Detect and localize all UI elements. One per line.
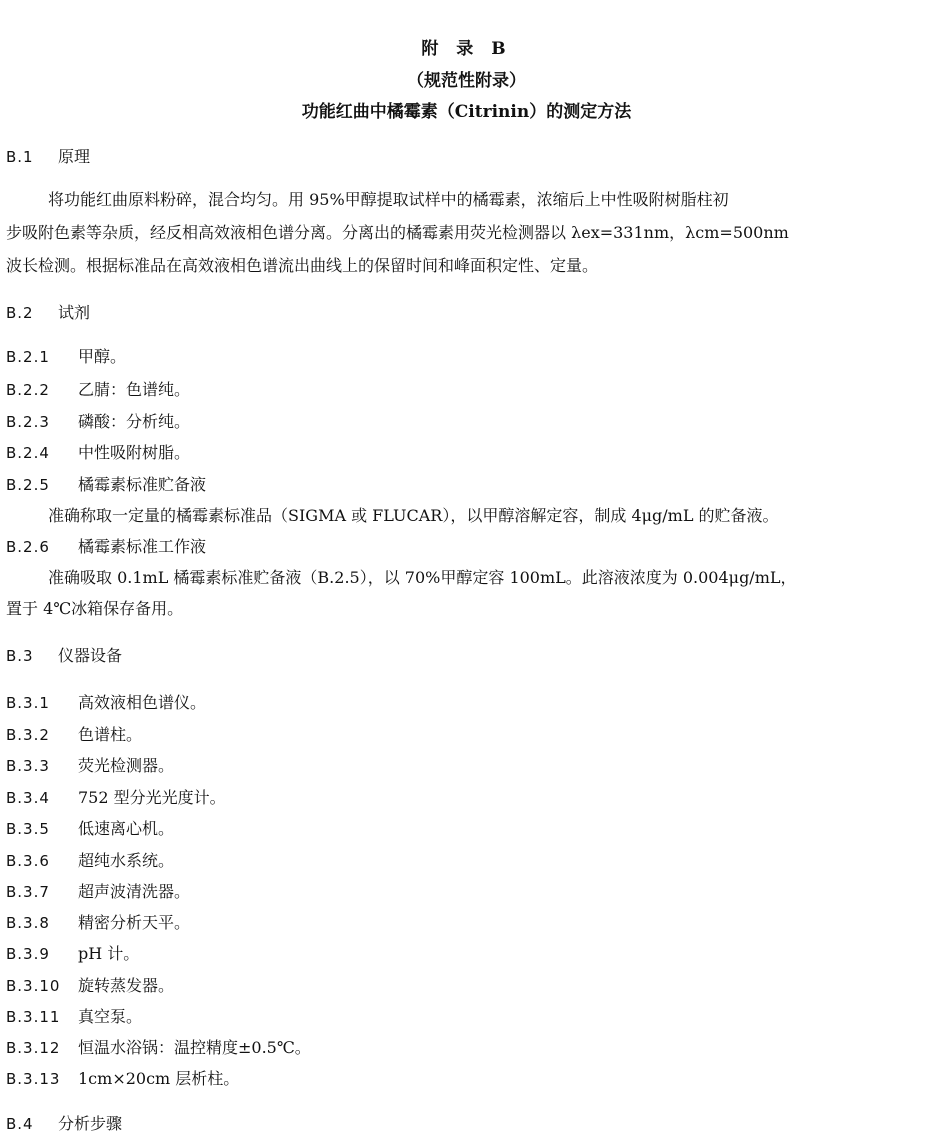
item-text: 低速离心机。	[78, 819, 175, 838]
list-item	[6, 944, 139, 964]
list-item	[6, 475, 206, 495]
item-number: B.3.10	[6, 977, 61, 995]
section-label: 试剂	[58, 303, 91, 322]
list-item	[6, 347, 126, 367]
item-number: B.2.5	[6, 476, 50, 494]
section-label: 仪器设备	[58, 646, 123, 665]
item-number: B.3.3	[6, 757, 50, 775]
paragraph-line: 将功能红曲原料粉碎，混合均匀。用 95%甲醇提取试样中的橘霉素，浓缩后上中性吸附树脂柱初	[48, 190, 729, 209]
item-text: 精密分析天平。	[78, 913, 191, 932]
item-number: B.3.2	[6, 726, 50, 744]
list-item	[6, 976, 174, 996]
normative-note: （规范性附录）	[407, 71, 526, 91]
list-item	[6, 819, 174, 839]
item-number: B.3.6	[6, 852, 50, 870]
list-item	[6, 788, 226, 808]
list-item	[6, 851, 174, 871]
section-label: 分析步骤	[58, 1114, 123, 1133]
item-number: B.2.2	[6, 381, 50, 399]
section-label: 原理	[58, 147, 91, 166]
list-item	[6, 443, 190, 463]
item-number: B.3.9	[6, 945, 50, 963]
item-number: B.3.5	[6, 820, 50, 838]
list-item	[6, 1069, 239, 1089]
item-text: 荧光检测器。	[78, 756, 175, 775]
paragraph-line: 波长检测。根据标准品在高效液相色谱流出曲线上的保留时间和峰面积定性、定量。	[6, 256, 599, 275]
list-item	[6, 1007, 142, 1027]
paragraph-line: 置于 4℃冰箱保存备用。	[6, 599, 184, 618]
item-text: 磷酸：分析纯。	[78, 412, 191, 431]
item-number: B.3.4	[6, 789, 50, 807]
appendix-heading: 附 录 B	[421, 39, 512, 59]
item-number: B.3.7	[6, 883, 50, 901]
item-text: 752 型分光光度计。	[78, 788, 226, 807]
item-text: 1cm×20cm 层析柱。	[78, 1069, 240, 1088]
list-item	[6, 693, 206, 713]
list-item	[6, 882, 190, 902]
item-text: 超纯水系统。	[78, 851, 175, 870]
list-item	[6, 913, 190, 933]
list-item	[6, 756, 174, 776]
section-heading-b3	[6, 646, 122, 666]
item-text: 色谱柱。	[78, 725, 143, 744]
paragraph-line: 步吸附色素等杂质，经反相高效液相色谱分离。分离出的橘霉素用荧光检测器以 λex=331nm，λcm=500nm	[6, 223, 789, 242]
document-title: 功能红曲中橘霉素（Citrinin）的测定方法	[301, 102, 632, 122]
item-text: 橘霉素标准贮备液	[78, 475, 207, 494]
list-item	[6, 380, 190, 400]
item-text: 甲醇。	[78, 347, 127, 366]
item-text: 恒温水浴锅：温控精度±0.5℃。	[78, 1038, 311, 1057]
item-text: 中性吸附树脂。	[78, 443, 191, 462]
item-text: 超声波清洗器。	[78, 882, 191, 901]
section-number: B.1	[6, 148, 34, 166]
item-number: B.3.13	[6, 1070, 61, 1088]
item-number: B.3.11	[6, 1008, 61, 1026]
item-text: pH 计。	[78, 944, 140, 963]
list-item	[6, 725, 142, 745]
item-text: 橘霉素标准工作液	[78, 537, 207, 556]
section-number: B.2	[6, 304, 34, 322]
section-heading-b2	[6, 303, 90, 323]
item-number: B.3.12	[6, 1039, 61, 1057]
item-text: 真空泵。	[78, 1007, 143, 1026]
item-text: 旋转蒸发器。	[78, 976, 175, 995]
list-item	[6, 412, 190, 432]
list-item	[6, 537, 206, 557]
section-heading-b1	[6, 147, 90, 167]
paragraph-line: 准确称取一定量的橘霉素标准品（SIGMA 或 FLUCAR），以甲醇溶解定容，制成 4μg/mL 的贮备液。	[48, 506, 779, 525]
item-number: B.3.1	[6, 694, 50, 712]
item-text: 乙腈：色谱纯。	[78, 380, 191, 399]
item-number: B.3.8	[6, 914, 50, 932]
section-number: B.4	[6, 1115, 34, 1133]
item-text: 高效液相色谱仪。	[78, 693, 207, 712]
item-number: B.2.4	[6, 444, 50, 462]
list-item	[6, 1038, 311, 1058]
paragraph-line: 准确吸取 0.1mL 橘霉素标准贮备液（B.2.5），以 70%甲醇定容 100mL。此溶液浓度为 0.004μg/mL，	[48, 568, 797, 587]
section-number: B.3	[6, 647, 34, 665]
item-number: B.2.6	[6, 538, 50, 556]
section-heading-b4	[6, 1114, 122, 1134]
item-number: B.2.3	[6, 413, 50, 431]
item-number: B.2.1	[6, 348, 50, 366]
